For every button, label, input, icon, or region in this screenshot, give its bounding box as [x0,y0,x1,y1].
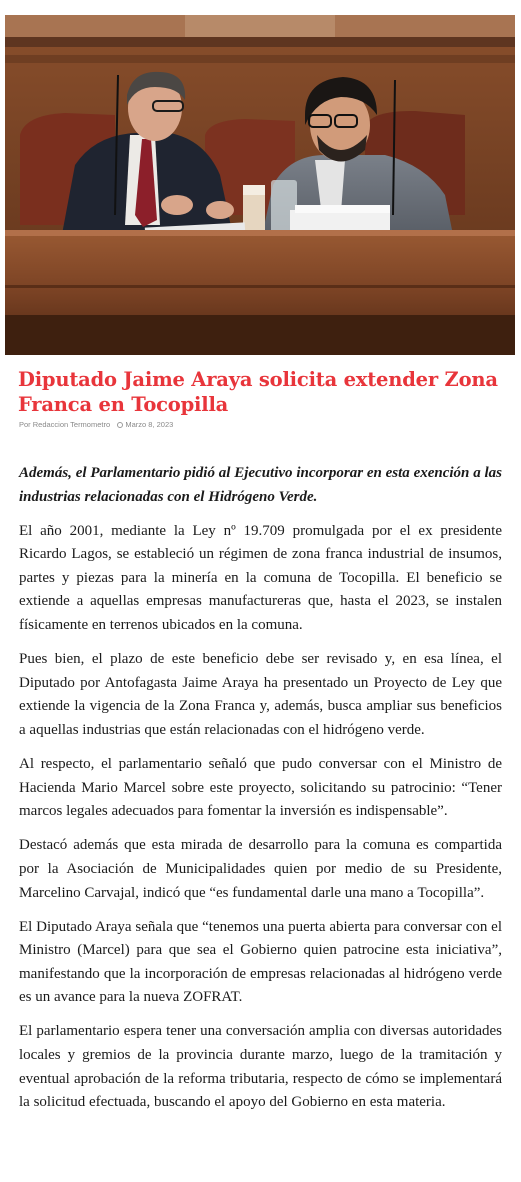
article-paragraph: Destacó además que esta mirada de desarrollo para la comuna es compartida por la Asociación de Municipalidades quien por medio de su Presidente, Marcelino Carvajal, indicó que “es fundamental darle una mano a Tocopilla”. [19,837,502,901]
article-hero-image [5,15,515,355]
article-title: Diputado Jaime Araya solicita extender Zona Franca en Tocopilla [18,368,498,416]
author-link[interactable]: Por Redaccion Termometro [19,420,111,429]
clock-icon [117,422,123,428]
article-paragraph: Al respecto, el parlamentario señaló que pudo conversar con el Ministro de Hacienda Mario Marcel sobre este proyecto, solicitando su patrocinio: “Tener marcos legales adecuados para fomentar la inversión es indispensable”. [19,756,502,820]
article-paragraph: El Diputado Araya señala que “tenemos una puerta abierta para conversar con el Ministro (Marcel) para que sea el Gobierno quien patrocine esta iniciativa”, manifestando que la incorporación de empresas relacionadas al hidrógeno verde es un avance para la nueva ZOFRAT. [19,918,502,1006]
article-meta [19,420,173,429]
article-paragraph: El año 2001, mediante la Ley nº 19.709 promulgada por el ex presidente Ricardo Lagos, se estableció un régimen de zona franca industrial de insumos, partes y piezas para la minería en la comuna de Tocopilla. El beneficio se extiende a aquellas empresas manufactureras que, hasta el 2023, se instalen físicamente en terrenos ubicados en la comuna. [19,522,502,634]
article-lead: Además, el Parlamentario pidió al Ejecutivo incorporar en esta exención a las industrias relacionadas con el Hidrógeno Verde. [19,465,502,505]
article-paragraph: El parlamentario espera tener una conversación amplia con diversas autoridades locales y gremios de la provincia durante marzo, luego de la tramitación y eventual aprobación de la reforma tributaria, respecto de cómo se implementará la solicitud efectuada, buscando el apoyo del Gobierno en esta materia. [19,1023,502,1111]
publish-date: Marzo 8, 2023 [125,420,174,429]
article-paragraph: Pues bien, el plazo de este beneficio debe ser revisado y, en esa línea, el Diputado por Antofagasta Jaime Araya ha presentado un Proyecto de Ley que extiende la vigencia de la Zona Franca y, además, busca ampliar sus beneficios a aquellas industrias que están relacionadas con el hidrógeno verde. [19,651,502,738]
article-body [19,462,502,1125]
parliament-photo [5,15,515,355]
